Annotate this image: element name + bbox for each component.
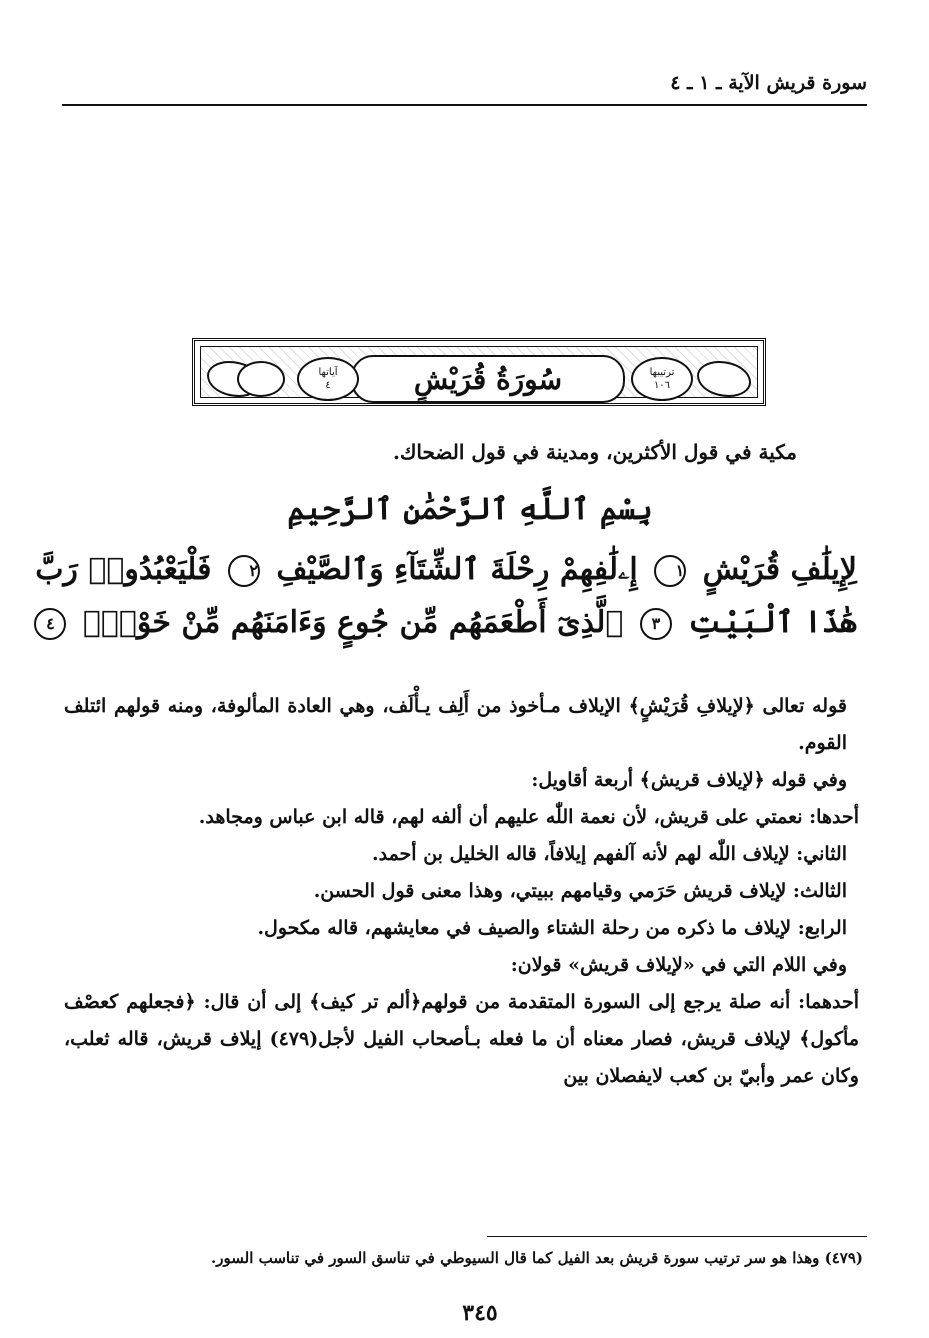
surah-order-value: ١٠٦: [653, 380, 671, 391]
verse-text: فَلْيَعْبُدُوا۟ رَبَّ: [35, 552, 212, 587]
verse-text: هَٰذَا ٱلْبَيْتِ: [688, 605, 857, 640]
basmala: بِسْمِ ٱللَّهِ ٱلرَّحْمَٰنِ ٱلرَّحِيمِ: [287, 492, 653, 527]
verse-line-1: [35, 552, 857, 587]
verse-line-2: [28, 605, 857, 640]
commentary-body: [64, 688, 859, 1095]
surah-intro: مكية في قول الأكثرين، ومدينة في قول الضحاك.: [392, 440, 797, 464]
verse-text: لِإِيلَٰفِ قُرَيْشٍ: [702, 552, 857, 587]
paragraph: الثالث: لإيلاف قريش حَرَمي وقيامهم ببيتي، وهذا معنى قول الحسن.: [313, 880, 847, 902]
surah-order-label: ترتيبها: [649, 367, 675, 378]
running-header: سورة قريش الآية ـ ١ ـ ٤: [670, 72, 867, 94]
ornament-background: [200, 346, 758, 398]
surah-order-badge: [631, 357, 693, 401]
paragraph: أحدها: نعمتي على قريش، لأن نعمة اللّٰه عليهم أن ألفه لهم، قاله ابن عباس ومجاهد.: [198, 806, 859, 828]
paragraph: أحدهما: أنه صلة يرجع إلى السورة المتقدمة من قولهم﴿ألم تر كيف﴾ إلى أن قال: ﴿فجعلهم كعصْف مأكول﴾ لإيلاف قريش، فصار معناه أن ما فعله بـأصحاب الفيل لأجل(٤٧٩) إيلاف قريش، قاله ثعلب، وكان عمر وأبيّ بن كعب لايفصلان بين: [64, 991, 859, 1087]
paragraph: الثاني: لإيلاف اللّٰه لهم لأنه آلفهم إيلافاً، قاله الخليل بن أحمد.: [371, 843, 847, 865]
footnote-rule: [487, 1236, 867, 1237]
ornament-left-inner-icon: [237, 361, 285, 397]
verse-number-icon: ٣: [640, 608, 672, 640]
surah-verses-value: ٤: [325, 380, 331, 391]
page-number: ٣٤٥: [462, 1300, 498, 1326]
paragraph: وفي قوله ﴿لإيلاف قريش﴾ أربعة أقاويل:: [531, 769, 847, 791]
verse-number-icon: ٢: [228, 555, 260, 587]
surah-title: سُورَةُ قُرَيْشٍ: [351, 355, 625, 403]
verse-text: إِۦلَٰفِهِمْ رِحْلَةَ ٱلشِّتَآءِ وَٱلصَّيْفِ: [276, 552, 638, 587]
verse-text: ٱلَّذِىٓ أَطْعَمَهُم مِّن جُوعٍ وَءَامَنَهُم مِّنْ خَوْفٍۭ: [82, 605, 624, 640]
paragraph: وفي اللام التي في «لإيلاف قريش» قولان:: [510, 954, 847, 976]
header-rule: [62, 104, 867, 106]
ornament-right-icon: [697, 361, 751, 397]
surah-verses-label: آياتها: [318, 367, 338, 378]
paragraph: قوله تعالى ﴿لإيلافِ قُرَيْشٍ﴾ الإيلاف مـأخوذ من أَلِف يـأْلَف، وهي العادة المألوفة، ومنه قولهم ائتلف القوم.: [64, 695, 847, 754]
paragraph: الرابع: لإيلاف ما ذكره من رحلة الشتاء والصيف في معايشهم، قاله مكحول.: [257, 917, 847, 939]
surah-verses-badge: [297, 357, 359, 401]
verse-number-icon: ٤: [34, 608, 66, 640]
footnote: (٤٧٩) وهذا هو سر ترتيب سورة قريش بعد الفيل كما قال السيوطي في تناسق السور في تناسب السور.: [211, 1249, 863, 1267]
surah-title-frame: [192, 338, 766, 406]
verse-number-icon: ١: [654, 555, 686, 587]
